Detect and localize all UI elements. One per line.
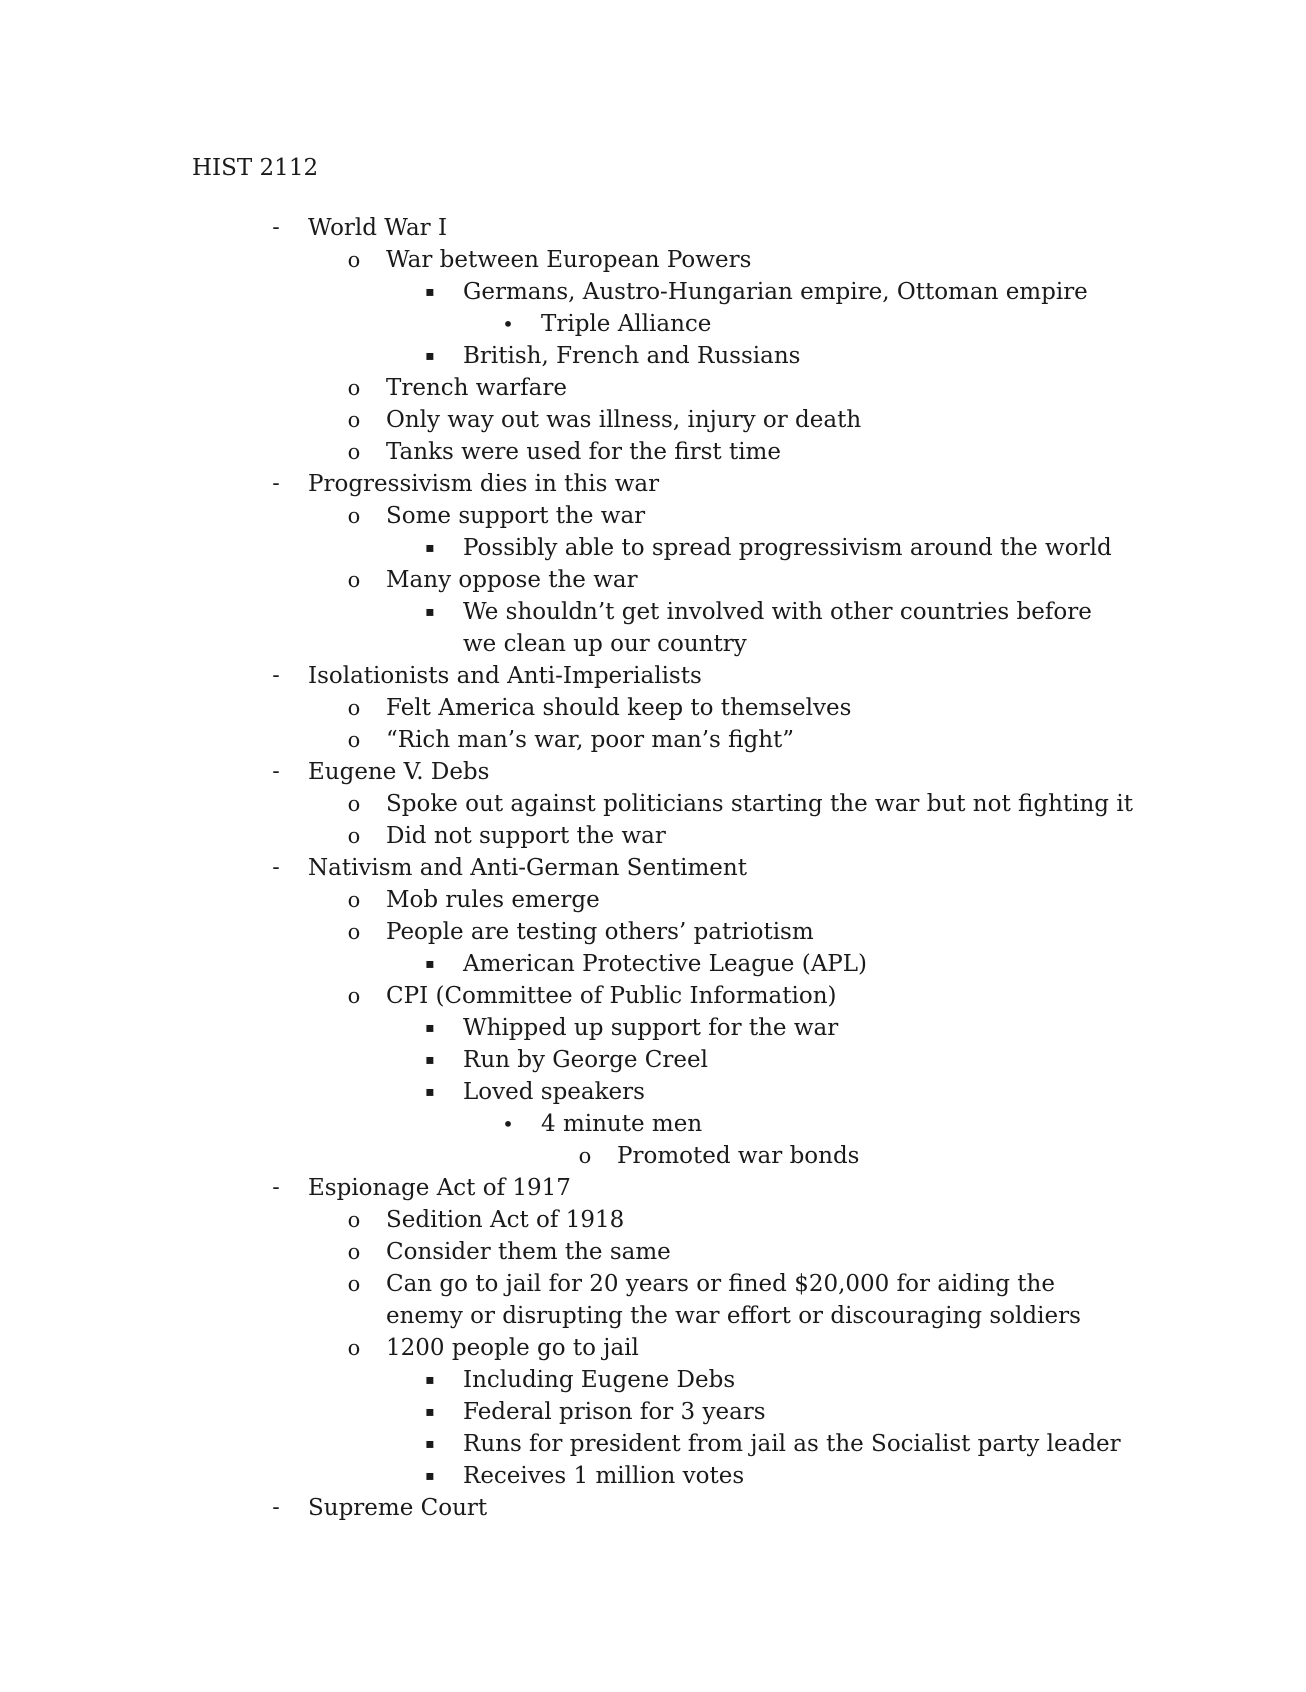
- bullet-marker: ▪: [425, 284, 435, 300]
- outline-item: [0, 244, 1306, 276]
- bullet-marker: o: [347, 792, 361, 816]
- outline-item-text: Supreme Court: [308, 1495, 488, 1521]
- bullet-marker: •: [502, 1112, 514, 1136]
- outline-item: [0, 1332, 1306, 1364]
- bullet-marker: -: [272, 215, 280, 240]
- bullet-marker: o: [347, 504, 361, 528]
- bullet-marker: ▪: [425, 1052, 435, 1068]
- outline-item-text: Some support the war: [386, 503, 646, 529]
- outline-item-text: Consider them the same: [386, 1239, 671, 1265]
- bullet-marker: -: [272, 855, 280, 880]
- bullet-marker: o: [347, 728, 361, 752]
- outline-item: [0, 308, 1306, 340]
- bullet-marker: ▪: [425, 1468, 435, 1484]
- bullet-marker: ▪: [425, 1436, 435, 1452]
- outline-item: [0, 692, 1306, 724]
- outline-item-text: Including Eugene Debs: [463, 1367, 736, 1393]
- outline-item-text: Many oppose the war: [386, 567, 638, 593]
- bullet-marker: •: [502, 312, 514, 336]
- bullet-marker: -: [272, 663, 280, 688]
- outline-item: [0, 1044, 1306, 1076]
- outline-item: [0, 340, 1306, 372]
- outline-item-text: Tanks were used for the first time: [386, 439, 781, 465]
- outline-item-text: 1200 people go to jail: [386, 1335, 639, 1361]
- bullet-marker: o: [347, 376, 361, 400]
- bullet-marker: ▪: [425, 1020, 435, 1036]
- outline-item: [0, 372, 1306, 404]
- bullet-marker: o: [347, 1208, 361, 1232]
- outline-item: [0, 436, 1306, 468]
- bullet-marker: ▪: [425, 1404, 435, 1420]
- outline-item: [0, 276, 1306, 308]
- document-title: HIST 2112: [192, 155, 319, 181]
- outline-item: [0, 660, 1306, 692]
- bullet-marker: o: [347, 696, 361, 720]
- bullet-marker: -: [272, 759, 280, 784]
- outline-item-text: CPI (Committee of Public Information): [386, 983, 837, 1009]
- outline-item-text: Spoke out against politicians starting the war but not fighting it: [386, 791, 1133, 817]
- outline-item: [0, 724, 1306, 756]
- bullet-marker: ▪: [425, 604, 435, 620]
- outline-item-text: Loved speakers: [463, 1079, 645, 1105]
- outline-item: [0, 820, 1306, 852]
- outline-item: [0, 468, 1306, 500]
- bullet-marker: -: [272, 471, 280, 496]
- outline-item-text: “Rich man’s war, poor man’s fight”: [386, 727, 795, 753]
- bullet-marker: -: [272, 1495, 280, 1520]
- outline-item-text: Eugene V. Debs: [308, 759, 490, 785]
- outline-item-text: War between European Powers: [386, 247, 752, 273]
- outline-item-text: Trench warfare: [386, 375, 567, 401]
- outline-item: [0, 1172, 1306, 1204]
- bullet-marker: o: [347, 824, 361, 848]
- outline-item: [0, 916, 1306, 948]
- outline-item-text: Mob rules emerge: [386, 887, 600, 913]
- outline-item-text: Did not support the war: [386, 823, 666, 849]
- outline-list: [0, 212, 1306, 1524]
- outline-item-text: Only way out was illness, injury or death: [386, 407, 862, 433]
- outline-item-text: Promoted war bonds: [617, 1143, 860, 1169]
- bullet-marker: ▪: [425, 1084, 435, 1100]
- outline-item-text: Nativism and Anti-German Sentiment: [308, 855, 747, 881]
- outline-item: [0, 404, 1306, 436]
- outline-item-text: People are testing others’ patriotism: [386, 919, 814, 945]
- outline-item-text: Receives 1 million votes: [463, 1463, 745, 1489]
- bullet-marker: o: [347, 440, 361, 464]
- bullet-marker: o: [347, 920, 361, 944]
- bullet-marker: ▪: [425, 348, 435, 364]
- outline-item: [0, 564, 1306, 596]
- outline-item-text: American Protective League (APL): [463, 951, 868, 977]
- outline-item: [0, 884, 1306, 916]
- outline-item-text: Whipped up support for the war: [463, 1015, 839, 1041]
- outline-item-text: Progressivism dies in this war: [308, 471, 660, 497]
- bullet-marker: o: [347, 248, 361, 272]
- outline-item-text: Run by George Creel: [463, 1047, 708, 1073]
- bullet-marker: ▪: [425, 540, 435, 556]
- outline-item: [0, 1460, 1306, 1492]
- bullet-marker: o: [347, 1336, 361, 1360]
- outline-item: [0, 212, 1306, 244]
- outline-item: [0, 1076, 1306, 1108]
- outline-item-text: British, French and Russians: [463, 343, 801, 369]
- outline-item-text: Germans, Austro-Hungarian empire, Ottoman empire: [463, 279, 1088, 305]
- outline-item: [0, 1364, 1306, 1396]
- outline-item: [0, 788, 1306, 820]
- outline-item: [0, 1428, 1306, 1460]
- outline-item-text: Sedition Act of 1918: [386, 1207, 625, 1233]
- bullet-marker: o: [347, 1240, 361, 1264]
- outline-item-text: Felt America should keep to themselves: [386, 695, 852, 721]
- bullet-marker: o: [578, 1144, 592, 1168]
- outline-item-text: Espionage Act of 1917: [308, 1175, 571, 1201]
- outline-item: [0, 1268, 1306, 1332]
- bullet-marker: ▪: [425, 956, 435, 972]
- outline-item: [0, 1108, 1306, 1140]
- outline-item-text: Isolationists and Anti-Imperialists: [308, 663, 702, 689]
- outline-item-text: Possibly able to spread progressivism around the world: [463, 535, 1112, 561]
- outline-item: [0, 948, 1306, 980]
- outline-item-text: We shouldn’t get involved with other countries before we clean up our country: [463, 599, 1092, 657]
- outline-item-text: 4 minute men: [541, 1111, 703, 1137]
- outline-item-text: World War I: [308, 215, 448, 241]
- outline-item: [0, 532, 1306, 564]
- outline-item: [0, 1236, 1306, 1268]
- outline-item: [0, 1140, 1306, 1172]
- outline-item: [0, 852, 1306, 884]
- bullet-marker: o: [347, 568, 361, 592]
- bullet-marker: o: [347, 984, 361, 1008]
- outline-item-text: Runs for president from jail as the Socialist party leader: [463, 1431, 1121, 1457]
- outline-item: [0, 1012, 1306, 1044]
- outline-item-text: Can go to jail for 20 years or fined $20,000 for aiding the enemy or disrupting the war effort or discouraging soldiers: [386, 1271, 1081, 1329]
- outline-item: [0, 756, 1306, 788]
- outline-item: [0, 1492, 1306, 1524]
- bullet-marker: -: [272, 1175, 280, 1200]
- outline-item-text: Federal prison for 3 years: [463, 1399, 766, 1425]
- bullet-marker: o: [347, 888, 361, 912]
- outline-item: [0, 980, 1306, 1012]
- bullet-marker: o: [347, 1272, 361, 1296]
- outline-item: [0, 500, 1306, 532]
- outline-item: [0, 596, 1306, 660]
- bullet-marker: o: [347, 408, 361, 432]
- outline-item: [0, 1204, 1306, 1236]
- outline-item: [0, 1396, 1306, 1428]
- bullet-marker: ▪: [425, 1372, 435, 1388]
- outline-item-text: Triple Alliance: [541, 311, 712, 337]
